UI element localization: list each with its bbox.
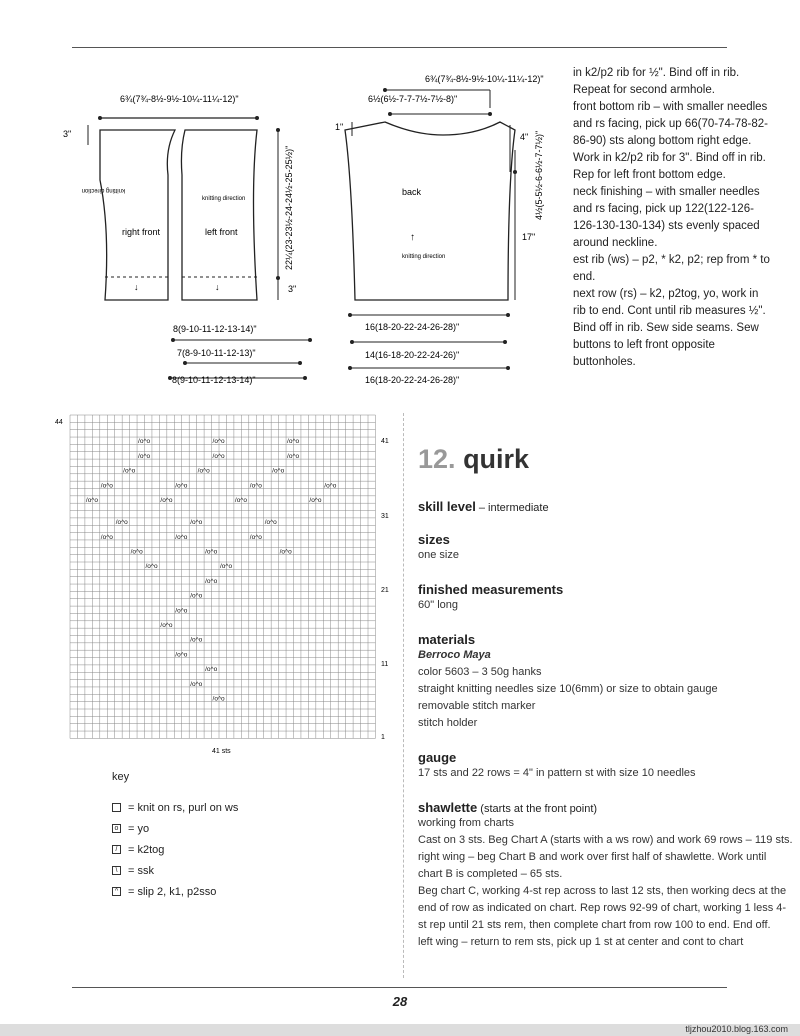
shawlette-line: Beg chart C, working 4-st rep across to last 12 sts, then working decs at the end of row as indicated on chart. Rep rows 92-99 of chart, working 1 less 4-st rep until 21 sts rem, then complete chart from row 100 to end. End off.	[418, 885, 787, 931]
svg-text:/o^o: /o^o	[205, 548, 218, 556]
back-top-width: 6¾(7¾-8½-9½-10¼-11¼-12)"	[425, 74, 544, 84]
back-upper-width: 16(18-20-22-24-26-28)"	[365, 322, 460, 332]
pattern-name: quirk	[463, 444, 530, 474]
back-side-length: 17"	[522, 232, 536, 242]
front-upper-width: 8(9-10-11-12-13-14)"	[173, 324, 257, 334]
shawlette-line: left wing – return to rem sts, pick up 1 st at center and cont to chart	[418, 936, 744, 948]
back-outline	[345, 122, 515, 300]
materials-item: removable stitch marker	[418, 700, 536, 712]
right-front-label: right front	[122, 227, 161, 237]
key-item-yo: o = yo	[112, 818, 238, 839]
front-height: 22¼(23-23½-24-24½-25-25½)"	[284, 145, 294, 270]
watermark-bar	[0, 1024, 800, 1036]
back-shoulder-drop: 1"	[335, 122, 344, 132]
right-front-outline	[100, 130, 175, 300]
finishing-paragraph: in k2/p2 rib for ½". Bind off in rib. Repeat for second armhole.	[573, 67, 740, 96]
front-mid-width: 7(8-9-10-11-12-13)"	[177, 348, 256, 358]
finishing-paragraph: neck finishing – with smaller needles and rs facing, pick up 122(122-126-126-130-130-134) sts evenly spaced around neckline.	[573, 186, 760, 249]
measurements-heading: finished measurements	[418, 582, 564, 597]
column-divider	[403, 413, 404, 978]
svg-text:/o^o: /o^o	[212, 695, 225, 703]
svg-text:/o^o: /o^o	[175, 482, 188, 490]
shawlette-line: right wing – beg Chart B and work over first half of shawlette. Work until chart B is completed – 65 sts.	[418, 851, 767, 880]
svg-text:/o^o: /o^o	[249, 482, 262, 490]
svg-text:↓: ↓	[134, 282, 139, 292]
chart-top-row-label: 44	[55, 419, 63, 426]
gauge-value: 17 sts and 22 rows = 4" in pattern st with size 10 needles	[418, 767, 696, 779]
front-bottom-band: 3"	[288, 284, 297, 294]
yarn-name: Berroco Maya	[418, 649, 491, 661]
svg-text:/o^o: /o^o	[287, 438, 300, 446]
svg-text:/o^o: /o^o	[264, 519, 277, 527]
svg-text:/o^o: /o^o	[197, 467, 210, 475]
svg-text:/o^o: /o^o	[309, 497, 322, 504]
svg-text:/o^o: /o^o	[175, 607, 188, 615]
svg-text:/o^o: /o^o	[175, 533, 188, 541]
left-front-label: left front	[205, 227, 238, 237]
svg-text:/o^o: /o^o	[190, 592, 203, 600]
back-schematic	[330, 60, 565, 390]
materials-item: stitch holder	[418, 717, 478, 729]
svg-text:/o^o: /o^o	[85, 497, 98, 504]
key-item-knit: = knit on rs, purl on ws	[112, 797, 238, 818]
chart-row-label: 1	[381, 734, 385, 741]
svg-text:/o^o: /o^o	[287, 452, 300, 460]
materials-item: color 5603 – 3 50g hanks	[418, 666, 542, 678]
skill-level: skill level – intermediate	[418, 499, 549, 514]
svg-text:/o^o: /o^o	[212, 452, 225, 460]
back-neck-width: 6½(6½-7-7-7½-7½-8)"	[368, 94, 458, 104]
svg-text:/o^o: /o^o	[145, 563, 158, 571]
svg-text:/o^o: /o^o	[324, 482, 337, 490]
svg-text:/o^o: /o^o	[190, 636, 203, 644]
svg-text:/o^o: /o^o	[160, 497, 173, 504]
svg-text:/o^o: /o^o	[205, 666, 218, 674]
finishing-instructions	[573, 65, 773, 371]
bottom-rule	[72, 987, 727, 988]
knit-symbol-icon	[112, 803, 121, 812]
left-front-outline	[181, 130, 257, 300]
key-item-ssk: \ = ssk	[112, 860, 238, 881]
svg-text:/o^o: /o^o	[234, 497, 247, 504]
svg-text:/o^o: /o^o	[123, 467, 136, 475]
chart-row-label: 11	[381, 661, 389, 668]
sizes-heading: sizes	[418, 532, 450, 547]
svg-text:/o^o: /o^o	[272, 467, 285, 475]
k2tog-symbol-icon: /	[112, 845, 121, 854]
front-schematic	[60, 80, 320, 390]
page-number: 28	[392, 994, 408, 1009]
svg-text:/o^o: /o^o	[130, 548, 143, 556]
back-knitting-direction: knitting direction	[402, 254, 446, 260]
chart-stitch-count: 41 sts	[212, 748, 231, 755]
svg-text:/o^o: /o^o	[279, 548, 292, 556]
top-rule	[72, 47, 727, 48]
chart-row-label: 41	[381, 438, 389, 445]
svg-text:/o^o: /o^o	[175, 651, 188, 659]
svg-text:/o^o: /o^o	[138, 438, 151, 446]
svg-text:/o^o: /o^o	[138, 452, 151, 460]
back-mid-width: 14(16-18-20-22-24-26)"	[365, 350, 460, 360]
right-front-direction: knitting direction	[81, 187, 125, 193]
key-title: key	[112, 771, 130, 783]
svg-text:/o^o: /o^o	[100, 533, 113, 541]
front-top-width: 6¾(7¾-8½-9½-10¼-11¼-12)"	[120, 94, 239, 104]
finishing-paragraph: front bottom rib – with smaller needles and rs facing, pick up 66(70-74-78-82-86-90) sts along bottom right edge. Work in k2/p2 rib for 3". Bind off in rib. Rep for left front bottom edge.	[573, 101, 768, 181]
svg-text:/o^o: /o^o	[205, 577, 218, 585]
back-lower-width: 16(18-20-22-24-26-28)"	[365, 375, 460, 385]
chart-key	[112, 771, 238, 902]
pattern-section	[418, 444, 793, 951]
svg-text:/o^o: /o^o	[190, 680, 203, 688]
pattern-number: 12.	[418, 444, 456, 474]
chart-row-label: 31	[381, 513, 389, 520]
svg-text:/o^o: /o^o	[190, 519, 203, 527]
slip2-symbol-icon: ^	[112, 887, 121, 896]
svg-text:/o^o: /o^o	[220, 563, 233, 571]
svg-text:↑: ↑	[410, 232, 415, 243]
svg-text:/o^o: /o^o	[160, 621, 173, 629]
finishing-paragraph: next row (rs) – k2, p2tog, yo, work in rib to end. Cont until rib measures ½". Bind off in rib. Sew side seams. Sew buttons to left front opposite buttonholes.	[573, 288, 766, 368]
shawlette-line: Cast on 3 sts. Beg Chart A (starts with a ws row) and work 69 rows – 119 sts.	[418, 834, 793, 846]
materials-heading: materials	[418, 632, 476, 647]
finishing-paragraph: est rib (ws) – p2, * k2, p2; rep from * to end.	[573, 254, 770, 283]
front-left-edge: 3"	[63, 129, 72, 139]
watermark-text: tljzhou2010.blog.163.com	[685, 1024, 788, 1034]
measurements-value: 60" long	[418, 599, 458, 611]
yo-symbol-icon: o	[112, 824, 121, 833]
front-lower-width: 8(9-10-11-12-13-14)"	[172, 375, 256, 385]
key-item-slip2: ^ = slip 2, k1, p2sso	[112, 881, 238, 902]
svg-text:/o^o: /o^o	[212, 438, 225, 446]
shawlette-heading: shawlette (starts at the front point)	[418, 800, 598, 815]
svg-text:↓: ↓	[215, 282, 220, 292]
svg-text:/o^o: /o^o	[100, 482, 113, 490]
materials-item: straight knitting needles size 10(6mm) or size to obtain gauge	[418, 683, 718, 695]
svg-text:/o^o: /o^o	[249, 533, 262, 541]
ssk-symbol-icon: \	[112, 866, 121, 875]
left-front-direction: knitting direction	[202, 196, 246, 202]
key-item-k2tog: / = k2tog	[112, 839, 238, 860]
svg-text:/o^o: /o^o	[115, 519, 128, 527]
back-armhole-top: 4"	[520, 132, 529, 142]
gauge-heading: gauge	[418, 750, 457, 765]
back-label: back	[402, 187, 422, 197]
back-armhole-vertical: 4½(5-5½-6-6½-7-7½)"	[534, 130, 544, 220]
pattern-title	[418, 444, 793, 475]
sizes-value: one size	[418, 549, 459, 561]
lace-chart	[55, 410, 395, 760]
shawlette-line: working from charts	[418, 817, 514, 829]
chart-row-label: 21	[381, 587, 389, 594]
